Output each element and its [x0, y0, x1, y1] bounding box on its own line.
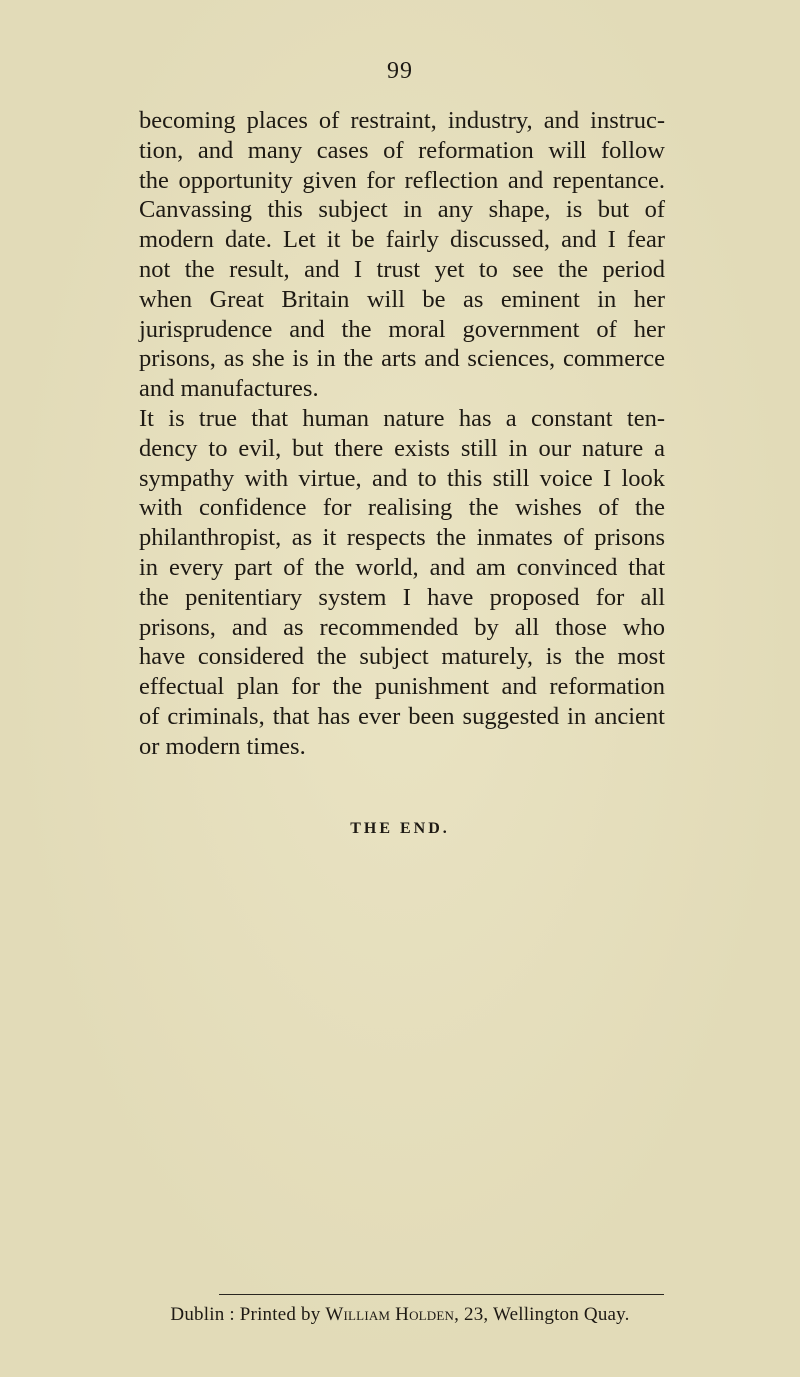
text-line: sympathy with virtue, and to this still voice I look — [139, 464, 665, 492]
text-line: modern date. Let it be fairly discussed, and I fear — [139, 226, 665, 254]
text-line: dency to evil, but there exists still in our nature a — [139, 434, 665, 462]
text-line: and manufactures. — [139, 375, 319, 403]
body-text — [139, 106, 665, 762]
page-number: 99 — [387, 58, 413, 84]
printer-imprint — [0, 1304, 800, 1326]
text-line: jurisprudence and the moral government of her — [139, 315, 665, 343]
text-line: Canvassing this subject in any shape, is but of — [139, 196, 665, 224]
text-line: of criminals, that has ever been suggested in ancient — [139, 702, 665, 730]
text-line: prisons, and as recommended by all those who — [139, 613, 665, 641]
the-end-heading: THE END. — [350, 820, 450, 837]
imprint-suffix: , 23, Wellington Quay. — [454, 1304, 630, 1325]
imprint-rule — [219, 1294, 664, 1295]
text-line: the penitentiary system I have proposed for all — [139, 583, 665, 611]
text-line: with confidence for realising the wishes of the — [139, 494, 665, 522]
text-line: effectual plan for the punishment and reformation — [139, 673, 665, 701]
printer-name: William Holden — [325, 1304, 455, 1325]
paragraph-start-line: It is true that human nature has a constant ten- — [139, 404, 665, 432]
imprint-prefix: Dublin : Printed by — [170, 1304, 326, 1325]
text-line: or modern times. — [139, 732, 306, 760]
text-line: in every part of the world, and am convinced that — [139, 553, 665, 581]
text-line: prisons, as she is in the arts and sciences, commerce — [139, 345, 665, 373]
text-line: tion, and many cases of reformation will follow — [139, 136, 665, 164]
text-line: when Great Britain will be as eminent in her — [139, 285, 665, 313]
text-line: philanthropist, as it respects the inmates of prisons — [139, 524, 665, 552]
text-line: have considered the subject maturely, is the most — [139, 643, 665, 671]
text-line: not the result, and I trust yet to see the period — [139, 255, 665, 283]
text-line: the opportunity given for reflection and repentance. — [139, 166, 665, 194]
text-line: becoming places of restraint, industry, and instruc- — [139, 107, 665, 134]
